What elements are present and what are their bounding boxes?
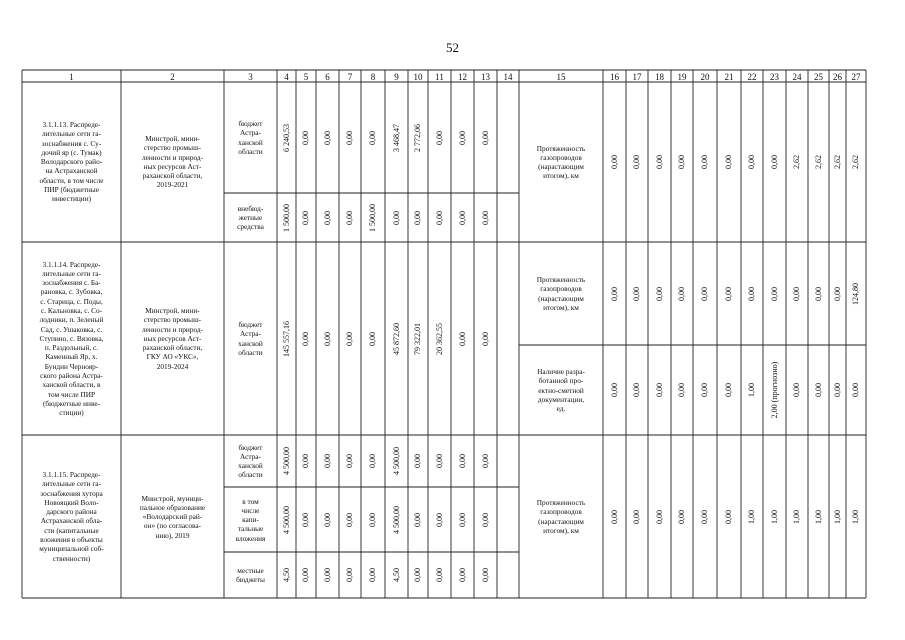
header-cell: 22: [747, 72, 757, 82]
indicator-value: 2,62: [851, 155, 860, 169]
funding-value: 0,00: [480, 331, 490, 346]
funding-value: 0,00: [457, 568, 467, 582]
indicator-value: 0,00: [677, 155, 686, 169]
funding-value: 145 557,16: [281, 320, 291, 357]
indicator-value: 0,00: [747, 155, 756, 169]
funding-value: 0,00: [413, 568, 422, 582]
indicator-value: 0,00: [724, 155, 733, 169]
indicator-value: 0,00: [654, 286, 664, 301]
indicator-value: 0,00: [700, 286, 709, 301]
indicator-value: 0,00: [832, 286, 842, 301]
funding-value: 0,00: [457, 210, 467, 225]
funding-value: 4,50: [281, 568, 291, 582]
funding-value: 0,00: [301, 454, 310, 468]
indicator-value: 0,00: [677, 383, 686, 397]
funding-value: 0,00: [434, 512, 444, 527]
header-cell: 20: [700, 72, 710, 82]
indicator-value: 0,00: [609, 155, 619, 169]
funding-value: 0,00: [345, 130, 354, 145]
indicator-value: 0,00: [632, 383, 641, 397]
funding-value: 0,00: [434, 130, 444, 145]
funding-source: бюджет Астра- ханской области: [238, 442, 263, 480]
funding-value: 4,50: [391, 568, 401, 582]
indicator-label: Протяженность газопроводов (нарастающим итогом), км: [536, 275, 586, 312]
indicator-value: 0,00: [632, 509, 641, 524]
indicator-value: 0,00: [700, 383, 709, 397]
header-cell: 18: [655, 72, 664, 82]
funding-value: 0,00: [434, 454, 444, 468]
indicator-value: 0,00: [632, 286, 641, 301]
indicator-value: 0,00: [724, 509, 733, 524]
funding-value: 0,00: [301, 512, 310, 527]
header-cell: 13: [481, 72, 490, 82]
funding-value: 3 468,47: [391, 123, 401, 152]
header-cell: 23: [770, 72, 779, 82]
funding-value: 0,00: [457, 454, 467, 468]
indicator-value: 1,00: [769, 509, 779, 524]
funding-value: 0,00: [301, 331, 310, 346]
header-cell: 5: [303, 72, 309, 82]
funding-source: внебюд- жетные средства: [237, 203, 264, 232]
funding-value: 4 500,00: [391, 505, 401, 534]
funding-value: 79 322,01: [413, 322, 422, 355]
header-cell: 11: [435, 72, 444, 82]
indicator-value: 0,00: [654, 383, 664, 397]
funding-value: 0,00: [480, 568, 490, 582]
funding-value: 0,00: [413, 512, 422, 527]
measure-name: 3.1.1.13. Распреде- лительные сети га- зоснабжения с. Су- дочий яр (с. Тумак) Володарского райо- на Астраханской области, в том числе ПИР (бюджетные инвестиции): [39, 120, 104, 204]
funding-value: 0,00: [322, 130, 332, 145]
funding-value: 0,00: [301, 568, 310, 582]
funding-value: 4 500,00: [391, 447, 401, 475]
funding-source: бюджет Астра- ханской области: [238, 119, 263, 156]
funding-value: 0,00: [322, 331, 332, 346]
indicator-value: 0,00: [609, 286, 619, 301]
funding-value: 20 362,55: [434, 322, 444, 355]
header-cell: 8: [370, 72, 376, 82]
funding-value: 0,00: [480, 130, 490, 145]
indicator-value: 2,00 (прогнозно): [769, 361, 779, 419]
indicator-value: 0,00: [724, 286, 733, 301]
funding-value: 0,00: [368, 454, 377, 468]
header-cell: 3: [248, 72, 253, 82]
indicator-value: 1,00: [747, 509, 756, 524]
indicator-value: 0,00: [677, 509, 686, 524]
header-cell: 15: [556, 72, 566, 82]
funding-value: 0,00: [301, 210, 310, 225]
header-cell: 25: [814, 72, 823, 82]
indicator-value: 0,00: [609, 383, 619, 397]
indicator-label: Протяженность газопроводов (нарастающим итогом), км: [536, 143, 586, 181]
indicator-value: 2,62: [792, 155, 801, 169]
funding-value: 0,00: [480, 512, 490, 527]
measure-name: 3.1.1.14. Распреде- лительные сети га- зоснабжения с. Ба- рановка, с. Зубовка, с. Старица, с. Поды, с. Кальновка, с. Со- лодники, п. Зеленый Сад, с. Ушаковка, с. Ступино, с. Вязовка, п. Раздольный, с. Каменный Яр, х. Бундин Чернояр- ского района Астра- ханской области, в том числе ПИР (бюджетные инве- стиции): [39, 259, 104, 418]
header-cell: 26: [833, 72, 842, 82]
executor: Минстрой, мини- стерство промыш- ленности и природ- ных ресурсов Аст- раханской области, 2019-2021: [141, 134, 204, 190]
indicator-value: 0,00: [609, 509, 619, 524]
indicator-value: 0,00: [700, 509, 709, 524]
header-cell: 7: [347, 72, 353, 82]
indicator-value: 124,80: [851, 282, 860, 305]
funding-value: 0,00: [322, 512, 332, 527]
indicator-value: 0,00: [792, 286, 801, 301]
indicator-value: 1,00: [747, 383, 756, 397]
indicator-label: Протяженность газопроводов (нарастающим итогом), км: [536, 498, 586, 535]
indicator-value: 1,00: [832, 509, 842, 524]
funding-value: 0,00: [457, 130, 467, 145]
funding-value: 0,00: [322, 454, 332, 468]
executor: Минстрой, мини- стерство промыш- ленности и природ- ных ресурсов Аст- раханской области, ГКУ АО «УКС», 2019-2024: [141, 306, 204, 371]
funding-value: 4 500,00: [281, 505, 291, 534]
funding-value: 0,00: [457, 331, 467, 346]
funding-value: 0,00: [480, 454, 490, 468]
indicator-value: 0,00: [769, 286, 779, 301]
indicator-value: 0,00: [769, 155, 779, 169]
indicator-value: 0,00: [632, 155, 641, 169]
funding-value: 0,00: [345, 331, 354, 346]
funding-value: 0,00: [434, 568, 444, 582]
executor: Минстрой, муници- пальное образование «Володарский рай- он» (по согласова- нию), 2019: [139, 493, 206, 540]
header-cell: 4: [284, 72, 289, 82]
page-number: 52: [446, 40, 459, 55]
funding-value: 2 772,06: [413, 123, 422, 152]
funding-value: 4 500,00: [281, 447, 291, 475]
header-cell: 12: [458, 72, 467, 82]
funding-value: 0,00: [368, 568, 377, 582]
indicator-value: 2,62: [813, 155, 823, 169]
indicator-value: 0,00: [832, 383, 842, 397]
indicator-value: 0,00: [851, 383, 860, 397]
indicator-value: 1,00: [813, 509, 823, 524]
funding-value: 0,00: [480, 210, 490, 225]
indicator-value: 0,00: [677, 286, 686, 301]
header-cell: 16: [610, 72, 619, 82]
funding-value: 45 872,60: [391, 322, 401, 355]
header-cell: 21: [724, 72, 734, 82]
indicator-value: 1,00: [851, 509, 860, 524]
indicator-label: Наличие разра- ботанной про- ектно-сметной документации, ед.: [537, 367, 585, 414]
indicator-value: 0,00: [654, 509, 664, 524]
funding-source: местные бюджеты: [236, 565, 265, 584]
funding-value: 0,00: [345, 210, 354, 225]
funding-value: 0,00: [457, 512, 467, 527]
funding-value: 0,00: [368, 331, 377, 346]
funding-value: 0,00: [322, 210, 332, 225]
header-cell: 9: [394, 72, 399, 82]
header-cell: 24: [792, 72, 802, 82]
indicator-value: 0,00: [813, 286, 823, 301]
funding-value: 0,00: [322, 568, 332, 582]
funding-value: 0,00: [391, 210, 401, 225]
indicator-value: 1,00: [792, 509, 801, 524]
indicator-value: 2,62: [832, 155, 842, 169]
funding-value: 0,00: [413, 210, 422, 225]
indicator-value: 0,00: [654, 155, 664, 169]
header-cell: 27: [851, 72, 861, 82]
indicator-value: 0,00: [813, 383, 823, 397]
header-cell: 1: [69, 72, 74, 82]
funding-value: 1 500,00: [281, 203, 291, 232]
funding-value: 0,00: [345, 512, 354, 527]
measure-name: 3.1.1.15. Распреде- лительные сети га- зоснабжения хутора Новояцкий Воло- дарского района Астраханской обла- сти (капитальные вложения в объекты муниципальной соб- ственности): [39, 470, 104, 563]
funding-value: 0,00: [345, 568, 354, 582]
funding-value: 6 240,53: [281, 123, 291, 152]
funding-value: 0,00: [368, 130, 377, 145]
indicator-value: 0,00: [747, 286, 756, 301]
funding-value: 0,00: [345, 454, 354, 468]
header-cell: 6: [325, 72, 330, 82]
indicator-value: 0,00: [792, 383, 801, 397]
funding-value: 0,00: [368, 512, 377, 527]
funding-value: 0,00: [301, 130, 310, 145]
funding-value: 0,00: [434, 210, 444, 225]
header-cell: 19: [677, 72, 687, 82]
funding-source: в том числе капи- тальные вложения: [235, 496, 266, 543]
header-cell: 2: [170, 72, 175, 82]
indicator-value: 0,00: [700, 155, 709, 169]
funding-value: 1 500,00: [368, 203, 377, 232]
indicator-value: 0,00: [724, 383, 733, 397]
header-cell: 17: [632, 72, 642, 82]
funding-source: бюджет Астра- ханской области: [238, 320, 263, 357]
header-cell: 10: [413, 72, 423, 82]
funding-value: 0,00: [413, 454, 422, 468]
header-cell: 14: [503, 72, 513, 82]
